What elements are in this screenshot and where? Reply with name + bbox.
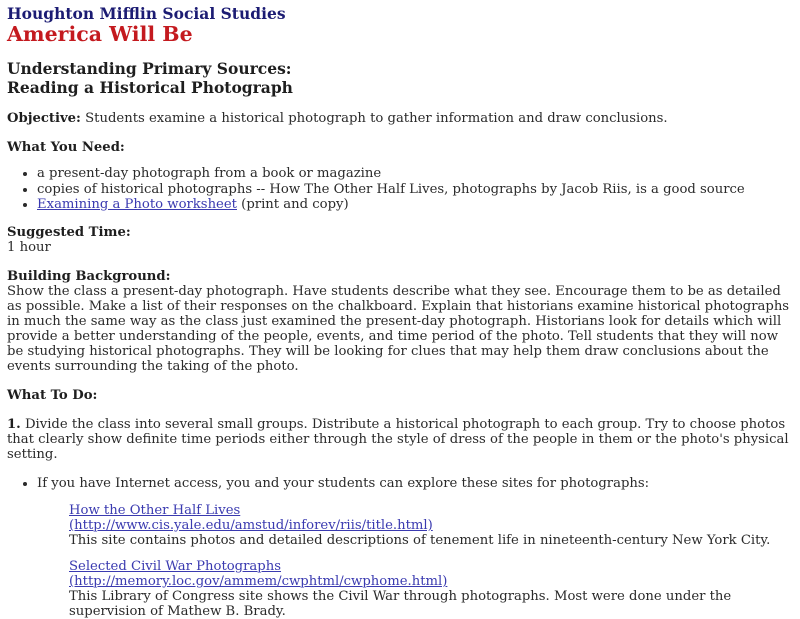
materials-list (7, 166, 793, 213)
site-title-link[interactable]: How the Other Half Lives (69, 503, 240, 518)
lesson-title-line2: Reading a Historical Photograph (7, 78, 793, 97)
internet-list (7, 476, 793, 492)
lesson-title (7, 59, 793, 97)
list-item-text: (print and copy) (237, 197, 349, 212)
what-to-do-section (7, 388, 793, 619)
page-title: America Will Be (7, 23, 793, 45)
list-item-text: If you have Internet access, you and your students can explore these sites for photographs: (37, 476, 649, 491)
worksheet-link[interactable]: Examining a Photo worksheet (37, 197, 237, 212)
objective-label: Objective: (7, 111, 81, 126)
building-background-section (7, 269, 793, 374)
suggested-time-label: Suggested Time: (7, 225, 793, 240)
site-url-link[interactable]: (http://memory.loc.gov/ammem/cwphtml/cwphome.html) (69, 574, 447, 589)
what-you-need-section (7, 140, 793, 213)
list-item (37, 182, 793, 198)
list-item-text: a present-day photograph from a book or magazine (37, 166, 381, 181)
building-background-label: Building Background: (7, 269, 793, 284)
step-1 (7, 417, 793, 462)
objective-section (7, 111, 793, 126)
list-item-text: copies of historical photographs -- How The Other Half Lives, photographs by Jacob Riis, is a good source (37, 182, 745, 197)
suggested-time-value: 1 hour (7, 240, 793, 255)
list-item (37, 197, 793, 213)
site-description: This site contains photos and detailed descriptions of tenement life in nineteenth-century New York City. (69, 533, 793, 548)
site-list (69, 503, 793, 619)
what-you-need-label: What You Need: (7, 140, 793, 155)
what-to-do-label: What To Do: (7, 388, 793, 403)
step-number: 1. (7, 417, 21, 432)
building-background-text: Show the class a present-day photograph. Have students describe what they see. Encourage them to be as detailed as possible. Make a list of their responses on the chalkboard. Explain that historians examine historical photographs in much the same way as the class just examined the present-day photograph. Historians look for details which will provide a better understanding of the people, events, and time period of the photo. Tell students that they will now be studying historical photographs. They will be looking for clues that may help them draw conclusions about the events surrounding the taking of the photo. (7, 284, 793, 374)
lesson-title-line1: Understanding Primary Sources: (7, 59, 793, 78)
list-item (37, 166, 793, 182)
step-text: Divide the class into several small groups. Distribute a historical photograph to each group. Try to choose photos that clearly show definite time periods either through the style of dress of the people in them or the photo's physical setting. (7, 417, 789, 462)
site-description: This Library of Congress site shows the Civil War through photographs. Most were done under the supervision of Mathew B. Brady. (69, 589, 793, 619)
site-url-link[interactable]: (http://www.cis.yale.edu/amstud/inforev/riis/title.html) (69, 518, 433, 533)
site-entry (69, 559, 793, 619)
site-entry (69, 503, 793, 548)
site-title-link[interactable]: Selected Civil War Photographs (69, 559, 281, 574)
objective-text: Students examine a historical photograph to gather information and draw conclusions. (81, 111, 668, 126)
suggested-time-section (7, 225, 793, 255)
publisher-name: Houghton Mifflin Social Studies (7, 5, 793, 23)
list-item (37, 476, 793, 492)
